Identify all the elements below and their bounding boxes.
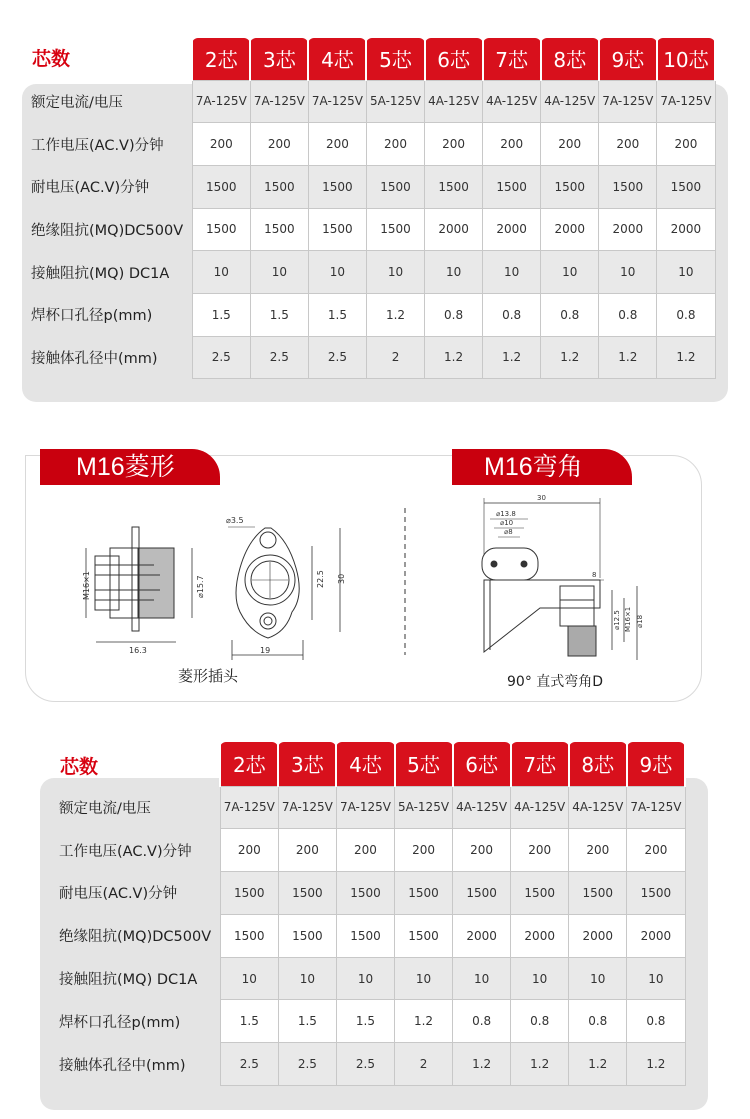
table-cell: 1500 — [483, 165, 541, 208]
table-cell: 2000 — [483, 208, 541, 251]
spec-table-2-section — [0, 700, 750, 1119]
table-cell: 1.5 — [220, 1000, 278, 1043]
dim-w30: 30 — [537, 494, 546, 502]
table-cell: 1.5 — [308, 293, 366, 336]
table-cell: 1500 — [453, 872, 511, 915]
dim-d157: ⌀15.7 — [196, 575, 205, 598]
table-cell: 10 — [278, 957, 336, 1000]
table-cell: 7A-125V — [250, 80, 308, 123]
column-header: 10芯 — [657, 38, 715, 80]
table-row — [50, 829, 685, 872]
table-cell: 1.2 — [483, 336, 541, 379]
table-cell: 1.5 — [250, 293, 308, 336]
table-cell: 2000 — [541, 208, 599, 251]
table-cell: 1500 — [541, 165, 599, 208]
table-cell: 200 — [336, 829, 394, 872]
table-cell: 10 — [366, 251, 424, 294]
table-cell: 2000 — [657, 208, 715, 251]
table-row — [50, 872, 685, 915]
table-cell: 1500 — [569, 872, 627, 915]
table-cell: 0.8 — [511, 1000, 569, 1043]
column-header: 8芯 — [541, 38, 599, 80]
column-header: 2芯 — [192, 38, 250, 80]
table-cell: 1500 — [308, 208, 366, 251]
table-row — [22, 336, 715, 379]
table-cell: 200 — [395, 829, 453, 872]
table-cell: 1500 — [511, 872, 569, 915]
table-row — [22, 208, 715, 251]
table-cell: 0.8 — [599, 293, 657, 336]
caption-diamond-plug: 菱形插头 — [178, 667, 239, 685]
caption-elbow-plug: 90° 直式弯角D — [507, 674, 604, 690]
table-cell: 200 — [453, 829, 511, 872]
table-cell: 200 — [250, 123, 308, 166]
row-label: 额定电流/电压 — [59, 800, 151, 817]
column-header: 9芯 — [599, 38, 657, 80]
table-cell: 10 — [541, 251, 599, 294]
table-cell: 2.5 — [220, 1043, 278, 1086]
table-cell: 0.8 — [453, 1000, 511, 1043]
table-cell: 200 — [569, 829, 627, 872]
table-row — [22, 251, 715, 294]
row-label: 耐电压(AC.V)分钟 — [59, 886, 178, 903]
dim-d35: ⌀3.5 — [226, 516, 244, 525]
table-cell: 1.5 — [192, 293, 250, 336]
table-cell: 2000 — [627, 914, 685, 957]
table-cell: 2 — [395, 1043, 453, 1086]
table-cell: 4A-125V — [541, 80, 599, 123]
table-cell: 1500 — [599, 165, 657, 208]
dim-d138: ⌀13.8 — [496, 510, 516, 518]
column-header: 6芯 — [425, 38, 483, 80]
table-cell: 10 — [308, 251, 366, 294]
dim-s8: 8 — [592, 571, 597, 579]
table-cell: 7A-125V — [657, 80, 715, 123]
row-label: 接触体孔径中(mm) — [59, 1057, 186, 1074]
table-cell: 200 — [599, 123, 657, 166]
column-header: 5芯 — [366, 38, 424, 80]
table-cell: 200 — [483, 123, 541, 166]
table-cell: 7A-125V — [220, 786, 278, 829]
table-cell: 4A-125V — [425, 80, 483, 123]
table-row — [50, 914, 685, 957]
table-cell: 7A-125V — [599, 80, 657, 123]
table-cell: 200 — [511, 829, 569, 872]
row-label: 绝缘阻抗(MQ)DC500V — [31, 222, 184, 239]
table-cell: 2.5 — [336, 1043, 394, 1086]
table-cell: 1.5 — [336, 1000, 394, 1043]
table-row — [22, 293, 715, 336]
table-cell: 7A-125V — [308, 80, 366, 123]
table-cell: 2.5 — [250, 336, 308, 379]
dim-m16-right: M16×1 — [624, 606, 632, 632]
column-header: 3芯 — [278, 742, 336, 786]
table-cell: 7A-125V — [336, 786, 394, 829]
table-cell: 5A-125V — [366, 80, 424, 123]
table-cell: 1500 — [366, 165, 424, 208]
row-label: 接触体孔径中(mm) — [31, 350, 158, 367]
table-cell: 1500 — [278, 914, 336, 957]
table-cell: 10 — [627, 957, 685, 1000]
row-label: 焊杯口孔径p(mm) — [59, 1014, 181, 1031]
dim-m16-left: M16×1 — [82, 571, 91, 600]
table-cell: 7A-125V — [627, 786, 685, 829]
row-label: 绝缘阻抗(MQ)DC500V — [59, 929, 212, 946]
table-cell: 1500 — [336, 872, 394, 915]
table-cell: 10 — [569, 957, 627, 1000]
row-label: 焊杯口孔径p(mm) — [31, 308, 153, 325]
column-header: 4芯 — [336, 742, 394, 786]
table-row — [50, 786, 685, 829]
dim-h225: 22.5 — [316, 570, 325, 588]
column-header: 3芯 — [250, 38, 308, 80]
dim-l163: 16.3 — [129, 646, 147, 655]
dim-d8: ⌀8 — [504, 528, 513, 536]
table-cell: 5A-125V — [395, 786, 453, 829]
table-cell: 10 — [250, 251, 308, 294]
table-row — [22, 80, 715, 123]
column-header: 7芯 — [483, 38, 541, 80]
table-cell: 2.5 — [308, 336, 366, 379]
table-cell: 1.2 — [425, 336, 483, 379]
spec-table-1-section — [0, 0, 750, 410]
table-cell: 200 — [192, 123, 250, 166]
header-row — [50, 742, 685, 786]
table-cell: 2 — [366, 336, 424, 379]
table-cell: 0.8 — [569, 1000, 627, 1043]
table-cell: 1.2 — [627, 1043, 685, 1086]
column-header: 8芯 — [569, 742, 627, 786]
table-cell: 200 — [366, 123, 424, 166]
table-cell: 0.8 — [627, 1000, 685, 1043]
technical-drawings — [0, 490, 750, 700]
spec-table-2-title: 芯数 — [60, 756, 99, 778]
table-cell: 1.5 — [278, 1000, 336, 1043]
table-cell: 1.2 — [395, 1000, 453, 1043]
header-spacer — [22, 38, 192, 80]
spec-table-1-title: 芯数 — [32, 48, 71, 70]
table-cell: 1500 — [192, 208, 250, 251]
table-row — [50, 1043, 685, 1086]
diamond-plug-front-view — [228, 527, 340, 660]
table-cell: 1500 — [220, 914, 278, 957]
table-cell: 200 — [627, 829, 685, 872]
table-cell: 2000 — [511, 914, 569, 957]
table-cell: 10 — [453, 957, 511, 1000]
table-cell: 4A-125V — [569, 786, 627, 829]
row-label: 工作电压(AC.V)分钟 — [59, 843, 192, 860]
table-cell: 2000 — [569, 914, 627, 957]
table-row — [50, 1000, 685, 1043]
table-cell: 7A-125V — [278, 786, 336, 829]
table-cell: 4A-125V — [453, 786, 511, 829]
tab-m16-diamond-label: M16菱形 — [76, 453, 175, 481]
table-cell: 1500 — [308, 165, 366, 208]
row-label: 耐电压(AC.V)分钟 — [31, 180, 150, 197]
tab-m16-elbow-label: M16弯角 — [484, 453, 583, 481]
table-cell: 1500 — [278, 872, 336, 915]
row-label: 接触阻抗(MQ) DC1A — [59, 972, 198, 989]
tab-m16-diamond — [40, 449, 220, 485]
spec-table-1 — [22, 38, 716, 379]
table-cell: 0.8 — [425, 293, 483, 336]
table-cell: 10 — [425, 251, 483, 294]
table-row — [22, 165, 715, 208]
table-cell: 1500 — [425, 165, 483, 208]
table-cell: 10 — [336, 957, 394, 1000]
table-cell: 2000 — [453, 914, 511, 957]
row-label: 接触阻抗(MQ) DC1A — [31, 265, 170, 282]
row-label: 额定电流/电压 — [31, 94, 123, 111]
table-cell: 1.2 — [569, 1043, 627, 1086]
table-cell: 1500 — [192, 165, 250, 208]
diamond-plug-side-view — [86, 527, 192, 642]
table-cell: 200 — [541, 123, 599, 166]
column-header: 6芯 — [453, 742, 511, 786]
table-cell: 1.2 — [541, 336, 599, 379]
table-cell: 10 — [599, 251, 657, 294]
dim-w19: 19 — [260, 646, 271, 655]
table-cell: 0.8 — [541, 293, 599, 336]
table-cell: 10 — [657, 251, 715, 294]
table-cell: 0.8 — [657, 293, 715, 336]
table-cell: 4A-125V — [511, 786, 569, 829]
table-cell: 1.2 — [366, 293, 424, 336]
table-cell: 1.2 — [453, 1043, 511, 1086]
table-cell: 1.2 — [599, 336, 657, 379]
table-row — [50, 957, 685, 1000]
table-cell: 200 — [278, 829, 336, 872]
dim-d10: ⌀10 — [500, 519, 514, 527]
table-cell: 200 — [657, 123, 715, 166]
row-label: 工作电压(AC.V)分钟 — [31, 137, 164, 154]
table-cell: 1500 — [366, 208, 424, 251]
table-cell: 1.2 — [657, 336, 715, 379]
table-cell: 10 — [483, 251, 541, 294]
table-cell: 0.8 — [483, 293, 541, 336]
column-header: 4芯 — [308, 38, 366, 80]
tab-m16-elbow — [452, 449, 632, 485]
table-cell: 1500 — [395, 914, 453, 957]
dim-d125: ⌀12.5 — [613, 610, 621, 630]
table-cell: 1500 — [220, 872, 278, 915]
table-cell: 7A-125V — [192, 80, 250, 123]
table-cell: 2.5 — [278, 1043, 336, 1086]
column-header: 2芯 — [220, 742, 278, 786]
table-cell: 2.5 — [192, 336, 250, 379]
table-cell: 2000 — [425, 208, 483, 251]
header-row — [22, 38, 715, 80]
table-row — [22, 123, 715, 166]
table-cell: 1500 — [250, 208, 308, 251]
header-spacer — [50, 742, 220, 786]
table-cell: 10 — [511, 957, 569, 1000]
column-header: 7芯 — [511, 742, 569, 786]
table-cell: 200 — [308, 123, 366, 166]
table-cell: 10 — [220, 957, 278, 1000]
table-cell: 10 — [395, 957, 453, 1000]
table-cell: 2000 — [599, 208, 657, 251]
spec-table-2 — [50, 742, 686, 1086]
table-cell: 1.2 — [511, 1043, 569, 1086]
column-header: 5芯 — [395, 742, 453, 786]
table-cell: 200 — [220, 829, 278, 872]
table-cell: 1500 — [657, 165, 715, 208]
table-cell: 1500 — [250, 165, 308, 208]
table-cell: 4A-125V — [483, 80, 541, 123]
table-cell: 200 — [425, 123, 483, 166]
table-cell: 1500 — [395, 872, 453, 915]
dim-h30: 30 — [337, 573, 346, 584]
dim-d18: ⌀18 — [636, 614, 644, 628]
column-header: 9芯 — [627, 742, 685, 786]
table-cell: 10 — [192, 251, 250, 294]
table-cell: 1500 — [627, 872, 685, 915]
table-cell: 1500 — [336, 914, 394, 957]
